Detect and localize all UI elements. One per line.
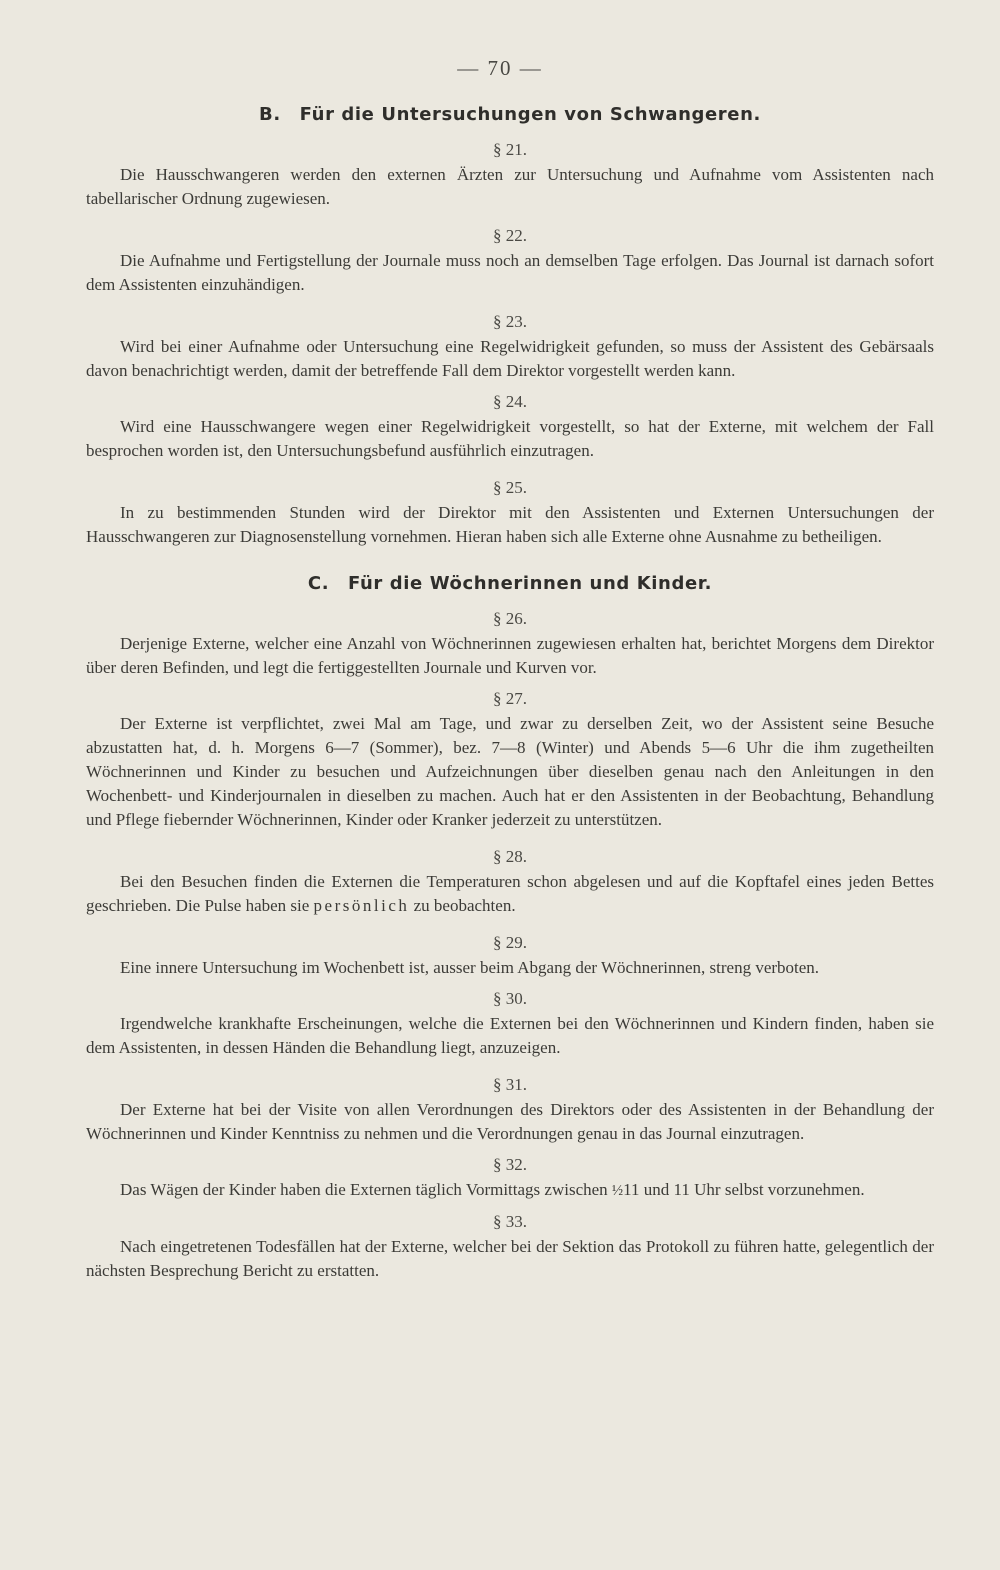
paragraph-22 — [86, 225, 934, 297]
paragraph-text-part: zu beobachten. — [409, 896, 516, 915]
section-heading-b — [86, 104, 934, 125]
paragraph-number: § 27. — [493, 689, 527, 708]
paragraph-text — [86, 870, 934, 918]
section-title-b: Für die Untersuchungen von Schwangeren. — [299, 104, 761, 125]
paragraph-text: Die Hausschwangeren werden den externen Ärzten zur Untersuchung und Aufnahme vom Assistenten nach tabellarischer Ordnung zugewiesen. — [86, 165, 934, 208]
paragraph-24 — [86, 391, 934, 463]
paragraph-text: Die Aufnahme und Fertigstellung der Journale muss noch an demselben Tage erfolgen. Das Journal ist darnach sofort dem Assistenten einzuhändigen. — [86, 251, 934, 294]
paragraph-text-part: Das Wägen der Kinder haben die Externen täglich Vormittags zwischen — [120, 1180, 612, 1199]
page-number: — 70 — — [457, 56, 543, 80]
paragraph-number: § 33. — [493, 1212, 527, 1231]
paragraph-number: § 26. — [493, 609, 527, 628]
paragraph-text-part: Bei den Besuchen finden die Externen die Temperaturen schon abgelesen und auf die Kopftafel eines jeden Bettes geschrieben. Die Pulse haben sie — [86, 872, 934, 915]
paragraph-number: § 24. — [493, 392, 527, 411]
paragraph-text: Irgendwelche krankhafte Erscheinungen, welche die Externen bei den Wöchnerinnen und Kindern finden, haben sie dem Assistenten, in dessen Händen die Behandlung liegt, anzuzeigen. — [86, 1014, 934, 1057]
paragraph-28 — [86, 846, 934, 918]
paragraph-32 — [86, 1154, 934, 1203]
paragraph-text: Der Externe ist verpflichtet, zwei Mal am Tage, und zwar zu derselben Zeit, wo der Assistent seine Besuche abzustatten hat, d. h. Morgens 6—7 (Sommer), bez. 7—8 (Winter) und Abends 5—6 Uhr die ihm zugetheilten Wöchnerinnen und Kinder zu besuchen und Aufzeichnungen über dieselben genau nach den Anleitungen in den Wochenbett- und Kinderjournalen in dieselben zu machen. Auch hat er den Assistenten in der Beobachtung, Behandlung und Pflege fiebernder Wöchnerinnen, Kinder oder Kranker jederzeit zu unterstützen. — [86, 714, 934, 829]
paragraph-number: § 32. — [493, 1155, 527, 1174]
paragraph-number: § 29. — [493, 933, 527, 952]
paragraph-number: § 28. — [493, 847, 527, 866]
spaced-emphasis: persönlich — [313, 896, 410, 915]
section-letter-c: C. — [307, 573, 330, 594]
paragraph-27 — [86, 688, 934, 832]
paragraph-number: § 21. — [493, 140, 527, 159]
paragraph-text: Der Externe hat bei der Visite von allen Verordnungen des Direktors oder des Assistenten in der Behandlung der Wöchnerinnen und Kinder Kenntniss zu nehmen und die Verordnungen genau in das Journal einzutragen. — [86, 1100, 934, 1143]
paragraph-text: Wird eine Hausschwangere wegen einer Regelwidrigkeit vorgestellt, so hat der Externe, mit welchem der Fall besprochen worden ist, den Untersuchungsbefund ausführlich einzutragen. — [86, 417, 934, 460]
section-letter-b: B. — [259, 104, 281, 125]
paragraph-number: § 23. — [493, 312, 527, 331]
paragraph-29 — [86, 932, 934, 980]
paragraph-26 — [86, 608, 934, 680]
paragraph-text: Wird bei einer Aufnahme oder Untersuchung eine Regelwidrigkeit gefunden, so muss der Assistent des Gebärsaals davon benachrichtigt werden, damit der betreffende Fall dem Direktor vorgestellt werden kann. — [86, 337, 934, 380]
paragraph-number: § 30. — [493, 989, 527, 1008]
paragraph-21 — [86, 139, 934, 211]
section-heading-c — [86, 573, 934, 594]
fraction-half: ½ — [611, 1183, 624, 1199]
paragraph-30 — [86, 988, 934, 1060]
paragraph-text: Nach eingetretenen Todesfällen hat der Externe, welcher bei der Sektion das Protokoll zu führen hatte, gelegentlich der nächsten Besprechung Bericht zu erstatten. — [86, 1237, 934, 1280]
paragraph-33 — [86, 1211, 934, 1283]
paragraph-text: In zu bestimmenden Stunden wird der Direktor mit den Assistenten und Externen Untersuchungen der Hausschwangeren zur Diagnosenstellung vornehmen. Hieran haben sich alle Externe ohne Ausnahme zu betheiligen. — [86, 503, 934, 546]
paragraph-text: Derjenige Externe, welcher eine Anzahl von Wöchnerinnen zugewiesen erhalten hat, berichtet Morgens dem Direktor über deren Befinden, und legt die fertiggestellten Journale und Kurven vor. — [86, 634, 934, 677]
paragraph-31 — [86, 1074, 934, 1146]
paragraph-25 — [86, 477, 934, 549]
paragraph-number: § 25. — [493, 478, 527, 497]
paragraph-23 — [86, 311, 934, 383]
paragraph-number: § 31. — [493, 1075, 527, 1094]
paragraph-text — [86, 1178, 934, 1203]
section-title-c: Für die Wöchnerinnen und Kinder. — [348, 573, 713, 594]
paragraph-text-part: 11 und 11 Uhr selbst vorzunehmen. — [623, 1180, 865, 1199]
document-body — [86, 98, 934, 1291]
paragraph-text: Eine innere Untersuchung im Wochenbett ist, ausser beim Abgang der Wöchnerinnen, streng verboten. — [120, 958, 820, 977]
paragraph-number: § 22. — [493, 226, 527, 245]
